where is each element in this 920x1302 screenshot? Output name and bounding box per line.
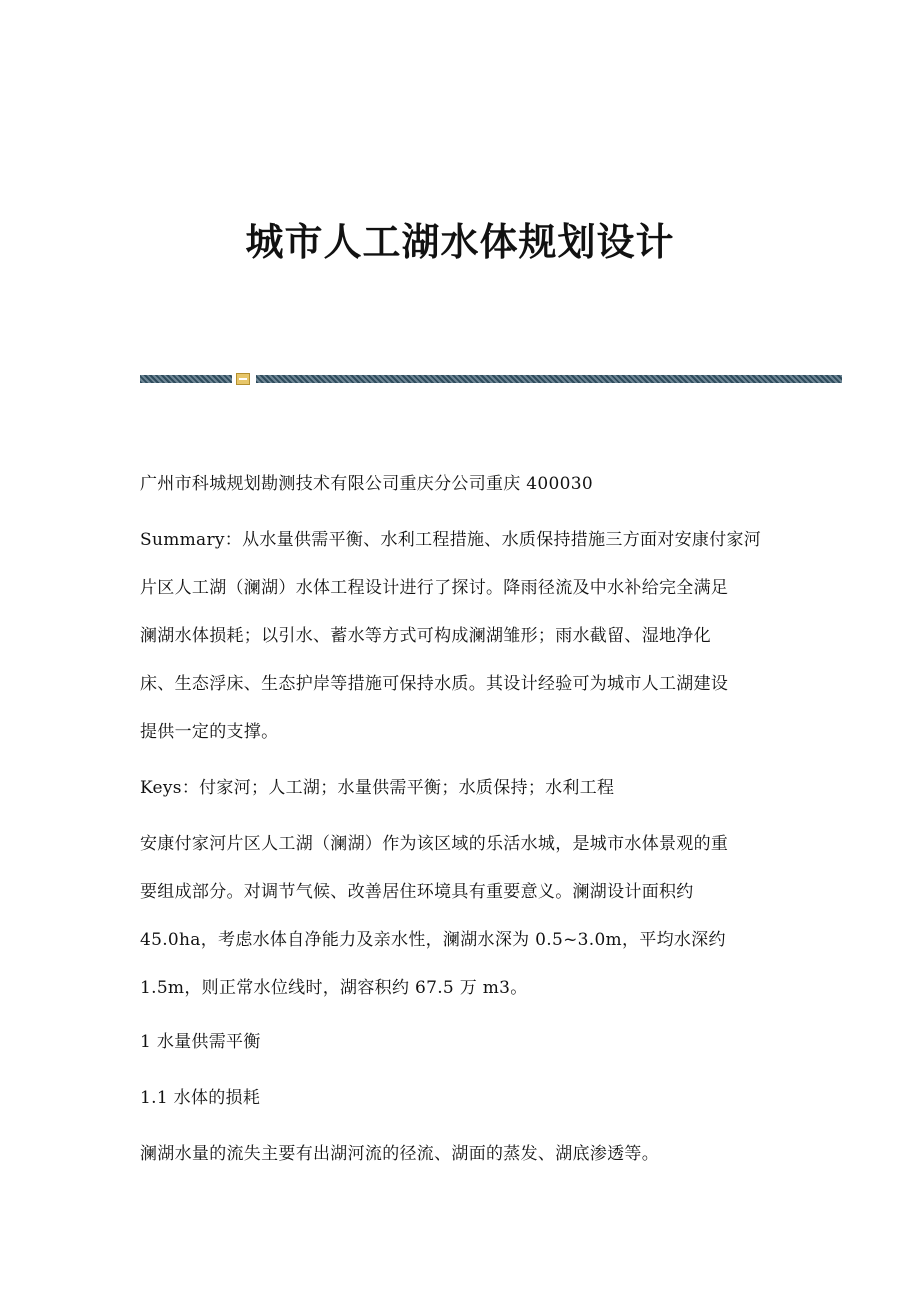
summary-line: 澜湖水体损耗；以引水、蓄水等方式可构成澜湖雏形；雨水截留、湿地净化	[140, 626, 711, 646]
envelope-icon	[236, 373, 250, 385]
intro-line: 1.5m，则正常水位线时，湖容积约 67.5 万 m3。	[140, 978, 528, 998]
affiliation-line: 广州市科城规划勘测技术有限公司重庆分公司重庆 400030	[140, 474, 593, 494]
affiliation	[140, 460, 780, 508]
keywords	[140, 764, 780, 812]
section-heading-1-1	[140, 1074, 780, 1122]
keywords-line: Keys：付家河；人工湖；水量供需平衡；水质保持；水利工程	[140, 778, 615, 798]
summary-line: 片区人工湖（澜湖）水体工程设计进行了探讨。降雨径流及中水补给完全满足	[140, 578, 729, 598]
document-title: 城市人工湖水体规划设计	[245, 219, 675, 264]
section-heading-1	[140, 1018, 780, 1066]
title-divider	[140, 375, 842, 385]
intro-line: 安康付家河片区人工湖（澜湖）作为该区域的乐活水城，是城市水体景观的重	[140, 834, 729, 854]
summary-line: Summary：从水量供需平衡、水利工程措施、水质保持措施三方面对安康付家河	[140, 530, 762, 550]
summary-paragraph	[140, 516, 780, 756]
loss-paragraph	[140, 1130, 780, 1178]
intro-line: 45.0ha，考虑水体自净能力及亲水性，澜湖水深为 0.5~3.0m，平均水深约	[140, 930, 726, 950]
section-heading-text: 1 水量供需平衡	[140, 1032, 261, 1052]
summary-line: 床、生态浮床、生态护岸等措施可保持水质。其设计经验可为城市人工湖建设	[140, 674, 729, 694]
summary-line: 提供一定的支撑。	[140, 722, 279, 742]
divider-bar-right	[256, 375, 842, 383]
intro-line: 要组成部分。对调节气候、改善居住环境具有重要意义。澜湖设计面积约	[140, 882, 694, 902]
divider-bar-left	[140, 375, 232, 383]
paragraph-line: 澜湖水量的流失主要有出湖河流的径流、湖面的蒸发、湖底渗透等。	[140, 1144, 659, 1164]
subsection-heading-text: 1.1 水体的损耗	[140, 1088, 261, 1108]
intro-paragraph	[140, 820, 780, 1012]
